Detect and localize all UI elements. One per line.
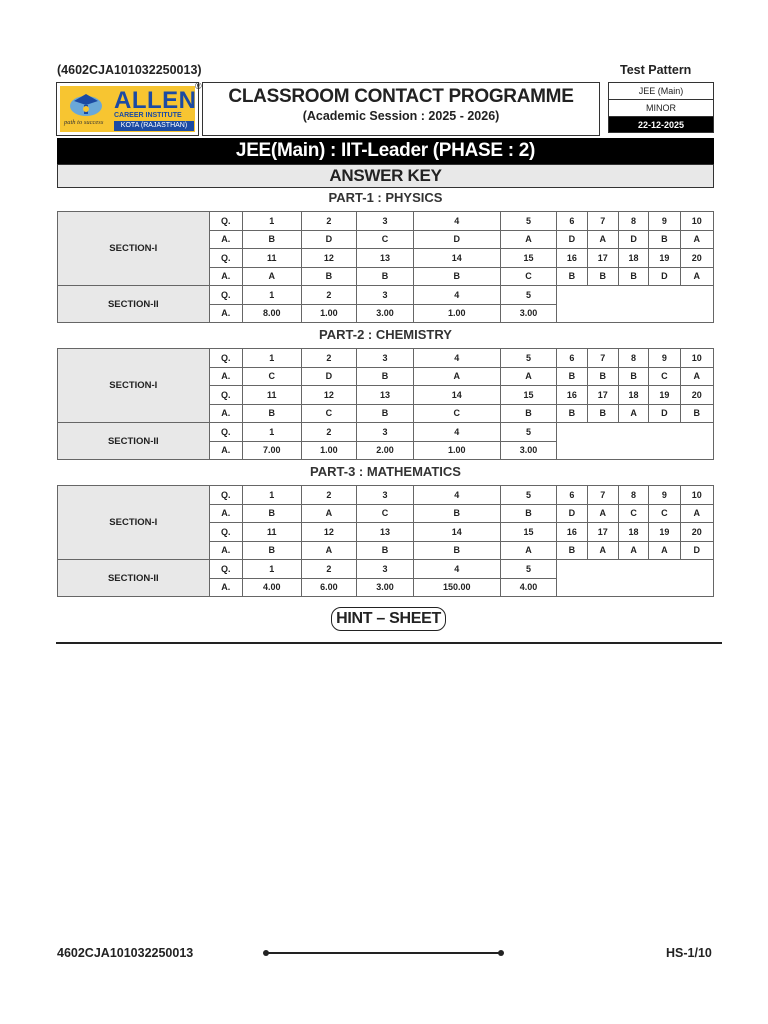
question-number: 18: [618, 249, 648, 268]
question-number: 12: [301, 249, 357, 268]
answer-value: D: [301, 230, 357, 249]
question-number: 1: [242, 349, 301, 368]
question-number: 1: [242, 560, 301, 579]
answer-value: B: [413, 267, 500, 286]
question-number: 16: [557, 249, 587, 268]
answer-value: 4.00: [242, 578, 301, 597]
answer-value: B: [242, 541, 301, 560]
question-number: 5: [500, 349, 557, 368]
question-number: 20: [680, 386, 713, 405]
question-number: 1: [242, 423, 301, 442]
question-number: 18: [618, 523, 648, 542]
answer-value: D: [557, 504, 587, 523]
question-number: 2: [301, 212, 357, 231]
answer-value: D: [618, 230, 648, 249]
answer-label: A.: [209, 441, 242, 460]
question-number: 16: [557, 386, 587, 405]
emblem-icon: [66, 89, 106, 119]
question-label: Q.: [209, 386, 242, 405]
question-number: 5: [500, 486, 557, 505]
answer-value: A: [500, 541, 557, 560]
question-number: 8: [618, 212, 648, 231]
answer-value: D: [680, 541, 713, 560]
question-number: 1: [242, 212, 301, 231]
question-number: 17: [587, 523, 618, 542]
academic-session: (Academic Session : 2025 - 2026): [302, 109, 500, 123]
answer-value: 6.00: [301, 578, 357, 597]
document-code: (4602CJA101032250013): [57, 63, 202, 77]
answer-label: A.: [209, 541, 242, 560]
question-number: 3: [357, 349, 414, 368]
answer-value: A: [680, 504, 713, 523]
question-label: Q.: [209, 560, 242, 579]
answer-value: B: [680, 404, 713, 423]
answer-table: [57, 348, 714, 460]
answer-value: 2.00: [357, 441, 414, 460]
answer-label: A.: [209, 367, 242, 386]
footer-line: [266, 952, 502, 954]
divider-line: [56, 642, 722, 644]
answer-label: A.: [209, 230, 242, 249]
question-number: 18: [618, 386, 648, 405]
logo-subtitle: CAREER INSTITUTE: [114, 112, 182, 119]
answer-value: D: [649, 404, 680, 423]
hint-sheet-label: HINT – SHEET: [331, 607, 446, 631]
question-number: 12: [301, 523, 357, 542]
answer-value: 3.00: [357, 578, 414, 597]
table-row: [58, 349, 714, 368]
answer-value: 1.00: [301, 441, 357, 460]
answer-value: C: [649, 504, 680, 523]
answer-value: A: [680, 230, 713, 249]
question-label: Q.: [209, 486, 242, 505]
section-label: SECTION-II: [58, 423, 210, 460]
answer-label: A.: [209, 404, 242, 423]
question-number: 9: [649, 349, 680, 368]
question-number: 11: [242, 523, 301, 542]
table-row: [58, 212, 714, 231]
question-number: 5: [500, 560, 557, 579]
part-title: PART-3 : MATHEMATICS: [310, 464, 461, 479]
footer-dot-right: [498, 950, 504, 956]
answer-value: B: [587, 404, 618, 423]
question-number: 4: [413, 286, 500, 305]
question-number: 19: [649, 523, 680, 542]
question-number: 8: [618, 349, 648, 368]
question-number: 14: [413, 386, 500, 405]
answer-value: 3.00: [500, 304, 557, 323]
question-label: Q.: [209, 423, 242, 442]
answer-value: 7.00: [242, 441, 301, 460]
question-number: 2: [301, 423, 357, 442]
section-label: SECTION-I: [58, 212, 210, 286]
question-number: 9: [649, 212, 680, 231]
answer-value: B: [357, 541, 414, 560]
answer-label: A.: [209, 267, 242, 286]
question-number: 11: [242, 386, 301, 405]
answer-value: A: [680, 267, 713, 286]
question-number: 17: [587, 249, 618, 268]
question-number: 5: [500, 212, 557, 231]
answer-table: [57, 485, 714, 597]
answer-value: B: [557, 267, 587, 286]
answer-value: A: [413, 367, 500, 386]
question-number: 4: [413, 486, 500, 505]
question-number: 4: [413, 212, 500, 231]
answer-value: C: [500, 267, 557, 286]
question-number: 4: [413, 349, 500, 368]
question-number: 15: [500, 523, 557, 542]
part-title: PART-2 : CHEMISTRY: [319, 327, 452, 342]
answer-value: D: [301, 367, 357, 386]
question-number: 20: [680, 249, 713, 268]
answer-value: C: [242, 367, 301, 386]
answer-value: A: [587, 504, 618, 523]
empty-cell: [557, 560, 714, 597]
logo-wordmark: ALLEN: [114, 87, 197, 114]
question-number: 2: [301, 560, 357, 579]
answer-value: 1.00: [413, 304, 500, 323]
question-number: 7: [587, 212, 618, 231]
table-row: [58, 560, 714, 579]
question-number: 14: [413, 523, 500, 542]
answer-value: B: [242, 404, 301, 423]
answer-value: B: [557, 367, 587, 386]
answer-value: B: [618, 267, 648, 286]
question-number: 6: [557, 212, 587, 231]
allen-logo: [56, 81, 202, 136]
answer-key-title: ANSWER KEY: [57, 164, 714, 188]
question-number: 5: [500, 423, 557, 442]
programme-title: CLASSROOM CONTACT PROGRAMME: [228, 86, 574, 107]
answer-value: A: [680, 367, 713, 386]
answer-value: C: [649, 367, 680, 386]
answer-value: D: [413, 230, 500, 249]
test-banner: JEE(Main) : IIT-Leader (PHASE : 2): [57, 138, 714, 164]
answer-value: A: [301, 541, 357, 560]
answer-value: B: [357, 367, 414, 386]
answer-value: B: [500, 404, 557, 423]
question-number: 7: [587, 349, 618, 368]
answer-value: B: [413, 541, 500, 560]
question-number: 3: [357, 212, 414, 231]
answer-value: B: [357, 267, 414, 286]
answer-value: B: [500, 504, 557, 523]
answer-value: B: [587, 367, 618, 386]
answer-value: 1.00: [301, 304, 357, 323]
answer-value: C: [357, 504, 414, 523]
empty-cell: [557, 423, 714, 460]
question-number: 2: [301, 349, 357, 368]
question-number: 2: [301, 486, 357, 505]
question-number: 15: [500, 249, 557, 268]
logo-tagline: path to success: [64, 119, 104, 126]
exam-name: JEE (Main): [608, 82, 714, 99]
question-number: 17: [587, 386, 618, 405]
section-label: SECTION-I: [58, 349, 210, 423]
answer-value: B: [587, 267, 618, 286]
answer-label: A.: [209, 578, 242, 597]
registered-mark: ®: [195, 81, 202, 91]
answer-value: D: [557, 230, 587, 249]
question-number: 10: [680, 212, 713, 231]
question-number: 10: [680, 486, 713, 505]
answer-value: A: [242, 267, 301, 286]
question-number: 2: [301, 286, 357, 305]
question-number: 14: [413, 249, 500, 268]
answer-value: A: [618, 541, 648, 560]
answer-table: [57, 211, 714, 323]
question-label: Q.: [209, 286, 242, 305]
question-label: Q.: [209, 212, 242, 231]
answer-value: 4.00: [500, 578, 557, 597]
answer-value: C: [618, 504, 648, 523]
question-label: Q.: [209, 249, 242, 268]
page-number: HS-1/10: [666, 946, 712, 960]
table-row: [58, 486, 714, 505]
question-number: 1: [242, 486, 301, 505]
answer-value: C: [357, 230, 414, 249]
section-label: SECTION-II: [58, 286, 210, 323]
question-number: 13: [357, 249, 414, 268]
question-number: 4: [413, 423, 500, 442]
answer-value: C: [413, 404, 500, 423]
answer-value: 3.00: [500, 441, 557, 460]
table-row: [58, 286, 714, 305]
answer-value: B: [618, 367, 648, 386]
question-number: 6: [557, 349, 587, 368]
question-number: 12: [301, 386, 357, 405]
question-number: 15: [500, 386, 557, 405]
answer-value: 150.00: [413, 578, 500, 597]
answer-value: B: [413, 504, 500, 523]
test-pattern-label: Test Pattern: [620, 63, 692, 77]
section-label: SECTION-II: [58, 560, 210, 597]
question-number: 5: [500, 286, 557, 305]
answer-value: B: [357, 404, 414, 423]
question-number: 7: [587, 486, 618, 505]
question-number: 6: [557, 486, 587, 505]
question-number: 4: [413, 560, 500, 579]
title-box: [202, 82, 600, 136]
question-number: 11: [242, 249, 301, 268]
exam-info-box: [608, 82, 714, 136]
logo-location: KOTA (RAJASTHAN): [114, 121, 194, 131]
answer-value: A: [301, 504, 357, 523]
question-number: 9: [649, 486, 680, 505]
question-number: 3: [357, 486, 414, 505]
question-number: 8: [618, 486, 648, 505]
answer-value: 8.00: [242, 304, 301, 323]
answer-value: B: [242, 504, 301, 523]
answer-value: A: [587, 230, 618, 249]
empty-cell: [557, 286, 714, 323]
question-number: 20: [680, 523, 713, 542]
question-number: 13: [357, 386, 414, 405]
answer-label: A.: [209, 304, 242, 323]
footer-code: 4602CJA101032250013: [57, 946, 194, 960]
question-label: Q.: [209, 523, 242, 542]
exam-type: MINOR: [608, 99, 714, 116]
answer-value: 3.00: [357, 304, 414, 323]
question-number: 13: [357, 523, 414, 542]
answer-value: B: [557, 404, 587, 423]
answer-value: B: [557, 541, 587, 560]
answer-value: A: [618, 404, 648, 423]
question-number: 3: [357, 286, 414, 305]
answer-value: A: [649, 541, 680, 560]
exam-date: 22-12-2025: [608, 116, 714, 133]
answer-value: B: [301, 267, 357, 286]
answer-value: A: [500, 367, 557, 386]
question-number: 10: [680, 349, 713, 368]
part-title: PART-1 : PHYSICS: [328, 190, 443, 205]
question-number: 1: [242, 286, 301, 305]
section-label: SECTION-I: [58, 486, 210, 560]
answer-label: A.: [209, 504, 242, 523]
question-number: 3: [357, 560, 414, 579]
answer-value: D: [649, 267, 680, 286]
question-number: 3: [357, 423, 414, 442]
question-number: 16: [557, 523, 587, 542]
answer-value: A: [500, 230, 557, 249]
answer-value: B: [242, 230, 301, 249]
answer-value: 1.00: [413, 441, 500, 460]
question-number: 19: [649, 249, 680, 268]
answer-value: B: [649, 230, 680, 249]
answer-value: A: [587, 541, 618, 560]
answer-value: C: [301, 404, 357, 423]
question-number: 19: [649, 386, 680, 405]
table-row: [58, 423, 714, 442]
question-label: Q.: [209, 349, 242, 368]
